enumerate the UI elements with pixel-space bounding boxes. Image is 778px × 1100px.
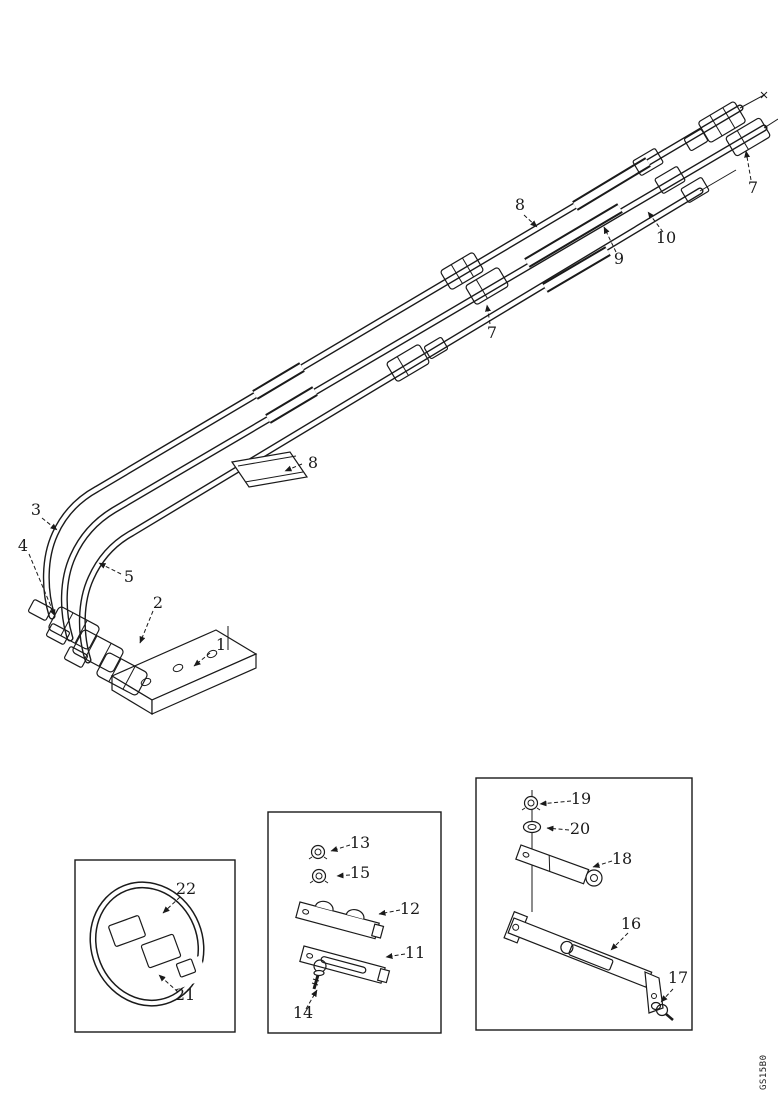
tube-4 [64, 128, 764, 638]
callout-13: 13 [349, 833, 371, 852]
nut-15 [310, 870, 328, 884]
washer-20 [524, 822, 541, 833]
callout-14: 14 [292, 1003, 314, 1022]
tube-5 [82, 191, 700, 660]
inset-box-bracket [476, 778, 692, 1030]
callout-22: 22 [175, 879, 197, 898]
callout-1: 1 [215, 635, 227, 654]
hose-loop [75, 869, 218, 1020]
callout-18: 18 [611, 849, 633, 868]
tube-sleeves [255, 162, 648, 419]
callout-11: 11 [404, 943, 426, 962]
callout-20: 20 [569, 819, 591, 838]
clamp-upper-12 [296, 895, 386, 940]
nut-19 [522, 797, 540, 811]
callout-15: 15 [349, 863, 371, 882]
callout-19: 19 [570, 789, 592, 808]
callout-5: 5 [123, 567, 135, 586]
callout-8-upper: 8 [514, 195, 526, 214]
nut-13 [309, 846, 327, 860]
leader-lines [29, 151, 751, 1009]
callout-12: 12 [399, 899, 421, 918]
callout-7-upper: 7 [747, 178, 759, 197]
callout-9: 9 [613, 249, 625, 268]
tube-3 [46, 108, 740, 616]
callouts [18, 178, 758, 1022]
callout-7-mid: 7 [486, 323, 498, 342]
inset-box-hose [75, 860, 235, 1032]
callout-4: 4 [17, 536, 29, 555]
callout-2: 2 [152, 593, 164, 612]
callout-21: 21 [174, 985, 196, 1004]
callout-3: 3 [30, 500, 42, 519]
callout-17: 17 [667, 968, 689, 987]
loose-sleeve [232, 452, 307, 487]
callout-16: 16 [620, 914, 642, 933]
tube-assembly [28, 92, 778, 714]
callout-8-sleeve: 8 [307, 453, 319, 472]
doc-code: GS15B0 [759, 1054, 769, 1090]
callout-10: 10 [655, 228, 677, 247]
clamp-18 [516, 845, 602, 886]
